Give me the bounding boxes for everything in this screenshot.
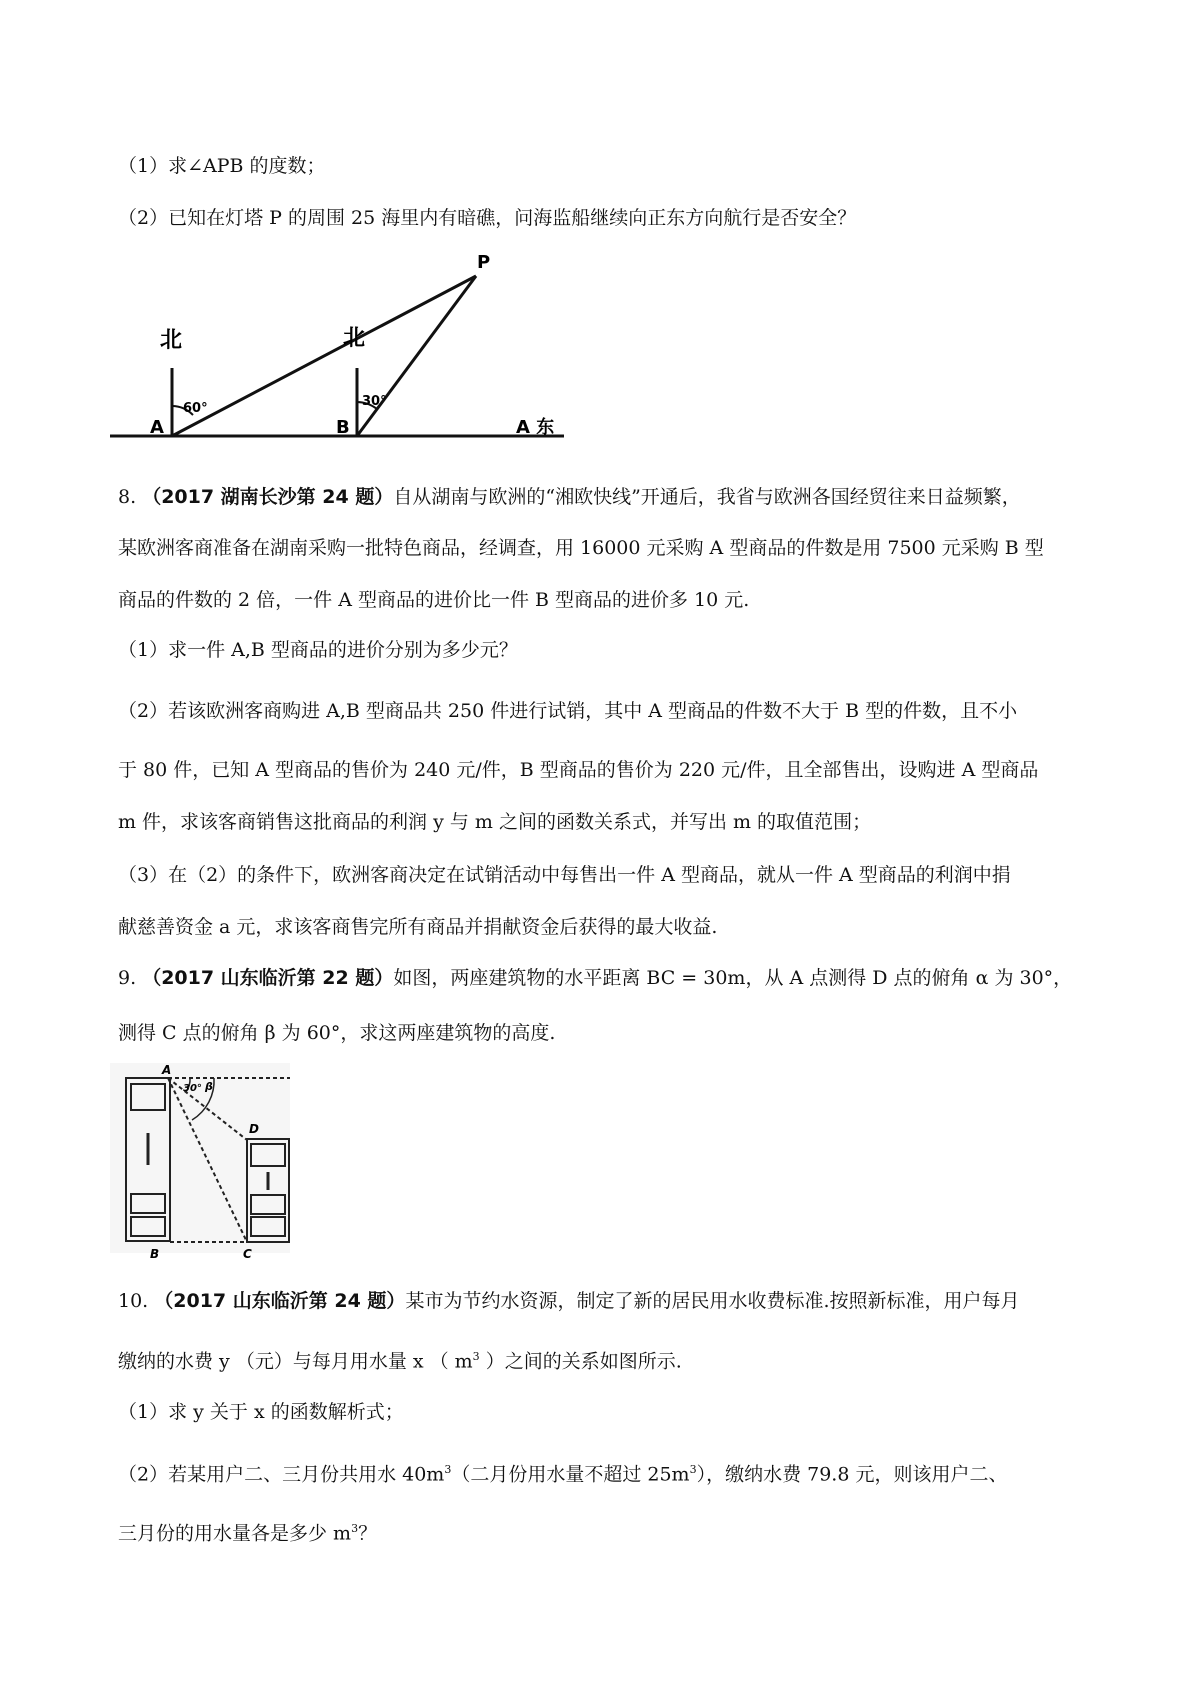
q10-intro-text: 某市为节约水资源，制定了新的居民用水收费标准.按照新标准，用户每月 bbox=[405, 1290, 1020, 1312]
point-b-label: B bbox=[150, 1247, 160, 1261]
angle-a-label: 60° bbox=[183, 401, 208, 416]
q10-part2-line2 bbox=[118, 1515, 377, 1547]
q8-part3-line1: （3）在（2）的条件下，欧洲客商决定在试销活动中每售出一件 A 型商品，就从一件 A 型商品的利润中捐 bbox=[118, 864, 1011, 886]
q10-intro-text-a: 缴纳的水费 y （元）与每月用水量 x （ m bbox=[118, 1350, 473, 1373]
q8-part2-line1: （2）若该欧洲客商购进 A,B 型商品共 250 件进行试销，其中 A 型商品的件数不大于 B 型的件数，且不小 bbox=[118, 700, 1018, 722]
q10-intro-text-b: ）之间的关系如图所示. bbox=[479, 1350, 682, 1373]
north-label-b: 北 bbox=[343, 326, 366, 351]
q10-part2-line2-text: 三月份的用水量各是多少 m bbox=[118, 1522, 352, 1545]
superscript: 3 bbox=[472, 1350, 480, 1363]
q8-intro-text: 自从湖南与欧洲的“湘欧快线”开通后，我省与欧洲各国经贸往来日益频繁， bbox=[393, 486, 1021, 508]
q10-number: 10. bbox=[118, 1290, 149, 1312]
q8-part2-line3: m 件，求该客商销售这批商品的利润 y 与 m 之间的函数关系式，并写出 m 的取值范围； bbox=[118, 811, 872, 833]
north-label-a: 北 bbox=[160, 328, 183, 353]
point-p-label: P bbox=[477, 252, 491, 273]
q10-intro-line1 bbox=[118, 1287, 1019, 1315]
q8-intro-line3: 商品的件数的 2 倍，一件 A 型商品的进价比一件 B 型商品的进价多 10 元. bbox=[118, 589, 750, 611]
point-c-label: C bbox=[243, 1247, 252, 1261]
point-a-label: A bbox=[150, 417, 164, 438]
q10-part2-line2-end: ？ bbox=[358, 1522, 378, 1545]
q9-number: 9. bbox=[118, 967, 137, 989]
q8-number: 8. bbox=[118, 486, 137, 508]
q7-part2: （2）已知在灯塔 P 的周围 25 海里内有暗礁，问海监船继续向正东方向航行是否安全？ bbox=[118, 207, 857, 229]
superscript: 3 bbox=[351, 1522, 359, 1535]
q8-part1: （1）求一件 A,B 型商品的进价分别为多少元？ bbox=[118, 639, 518, 661]
q10-part2-line1 bbox=[118, 1456, 1007, 1488]
point-d-label: D bbox=[249, 1122, 259, 1136]
superscript: 3 bbox=[444, 1463, 452, 1476]
q7-part1: （1）求∠APB 的度数； bbox=[118, 155, 326, 177]
q10-intro-line2 bbox=[118, 1343, 682, 1375]
q8-part3-line2: 献慈善资金 a 元，求该客商售完所有商品并捐献资金后获得的最大收益. bbox=[118, 916, 718, 938]
angle-b-label: 30° bbox=[362, 394, 387, 409]
point-b-label: B bbox=[336, 417, 350, 438]
angle-beta-label: β bbox=[205, 1080, 213, 1093]
east-label: A 东 bbox=[516, 417, 555, 438]
q8-intro-line2: 某欧洲客商准备在湖南采购一批特色商品，经调查，用 16000 元采购 A 型商品的件数是用 7500 元采购 B 型 bbox=[118, 537, 1044, 559]
q10-part1: （1）求 y 关于 x 的函数解析式； bbox=[118, 1401, 404, 1423]
q10-source: （2017 山东临沂第 24 题） bbox=[154, 1290, 406, 1312]
angle-alpha-label: 30° bbox=[183, 1083, 202, 1094]
superscript: 3 bbox=[689, 1463, 697, 1476]
q10-part2-text-a: （2）若某用户二、三月份共用水 40m bbox=[118, 1463, 445, 1486]
q10-part2-text-c: ），缴纳水费 79.8 元，则该用户二、 bbox=[696, 1463, 1008, 1486]
q9-intro-line2: 测得 C 点的俯角 β 为 60°，求这两座建筑物的高度. bbox=[118, 1022, 556, 1044]
q9-intro-text: 如图，两座建筑物的水平距离 BC = 30m，从 A 点测得 D 点的俯角 α 为 30°， bbox=[393, 967, 1073, 989]
q10-part2-text-b: （二月份用水量不超过 25m bbox=[451, 1463, 690, 1486]
point-a-label: A bbox=[162, 1063, 172, 1077]
q8-part2-line2: 于 80 件，已知 A 型商品的售价为 240 元/件，B 型商品的售价为 220 元/件，且全部售出，设购进 A 型商品 bbox=[118, 759, 1039, 781]
q9-source: （2017 山东临沂第 22 题） bbox=[142, 967, 394, 989]
q8-source: （2017 湖南长沙第 24 题） bbox=[142, 486, 394, 508]
